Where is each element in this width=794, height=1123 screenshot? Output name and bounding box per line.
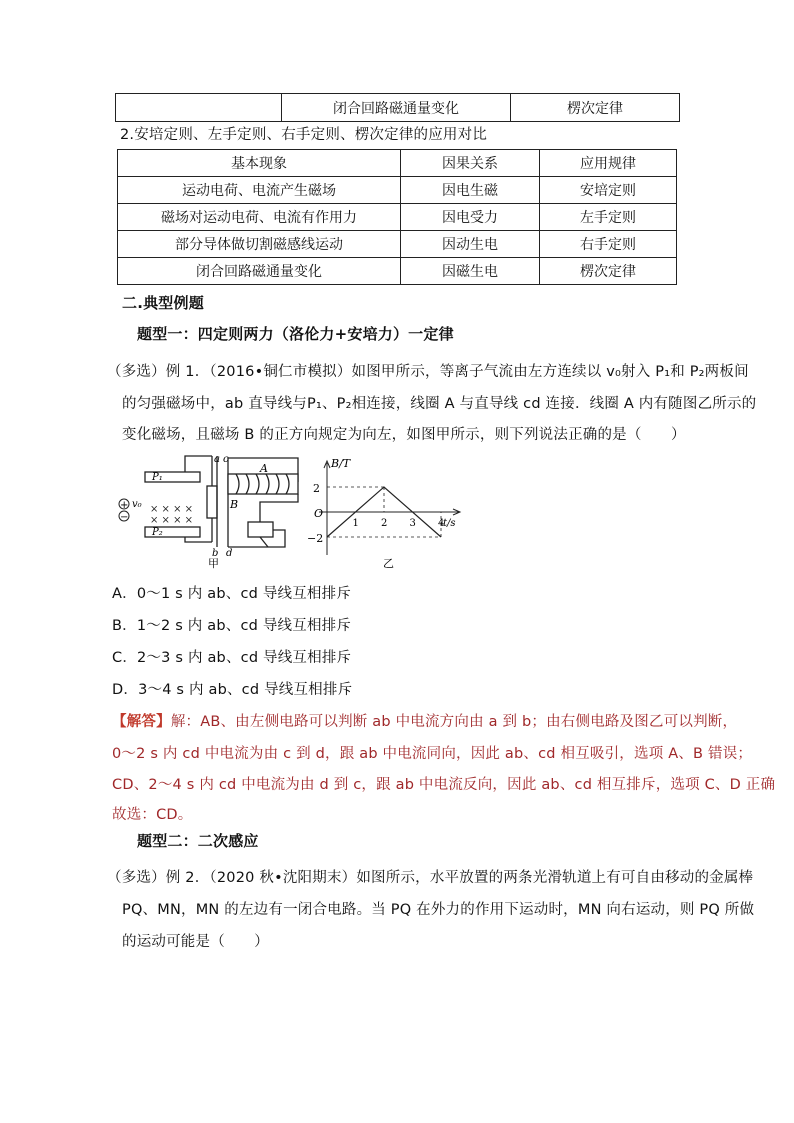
- table-cell: 运动电荷、电流产生磁场: [118, 177, 401, 204]
- top-table-cell: [116, 94, 282, 122]
- label-b-field: B: [230, 498, 239, 511]
- ex2-line: 的运动可能是（ ）: [122, 934, 269, 950]
- y-tick-label: 2: [313, 482, 320, 495]
- figure-yi-chart: [305, 455, 470, 570]
- label-d: d: [226, 548, 233, 559]
- answer-line: CD、2～4 s 内 cd 中电流为由 d 到 c，跟 ab 中电流反向，因此 ab、cd 相互排斥，选项 C、D 正确: [112, 777, 776, 793]
- table-cell: 左手定则: [540, 204, 677, 231]
- table-row: [118, 177, 677, 204]
- label-p1: P₁: [152, 472, 163, 483]
- x-tick-label: 3: [409, 518, 416, 529]
- ex1-line: 变化磁场，且磁场 B 的正方向规定为向左，如图甲所示，则下列说法正确的是（ ）: [122, 427, 686, 443]
- table-cell: 磁场对运动电荷、电流有作用力: [118, 204, 401, 231]
- answer-tag: 【解答】: [112, 714, 171, 730]
- section-note: 2.安培定则、左手定则、右手定则、楞次定律的应用对比: [120, 127, 488, 143]
- option-a[interactable]: A．0～1 s 内 ab、cd 导线互相排斥: [112, 586, 352, 602]
- table-cell: 因电受力: [401, 204, 540, 231]
- ex2-line: PQ、MN，MN 的左边有一闭合电路。当 PQ 在外力的作用下运动时，MN 向右运动，则 PQ 所做: [122, 902, 755, 918]
- option-d[interactable]: D．3～4 s 内 ab、cd 导线互相排斥: [112, 682, 353, 698]
- x-tick-label: 1: [352, 518, 359, 529]
- x-axis-label: t/s: [443, 518, 456, 529]
- table-header: 基本现象: [118, 150, 401, 177]
- y-tick-label: −2: [307, 532, 324, 545]
- minus-sign: −: [120, 512, 129, 523]
- svg-text:× × × ×: × × × ×: [150, 515, 194, 526]
- label-c: c: [223, 454, 229, 465]
- answer-line: [112, 710, 737, 731]
- svg-text:× × × ×: × × × ×: [150, 504, 194, 515]
- compare-table: [117, 149, 677, 285]
- table-header: 因果关系: [401, 150, 540, 177]
- label-coil-a: A: [260, 462, 268, 475]
- answer-line: 故选：CD。: [112, 807, 193, 823]
- option-b[interactable]: B．1～2 s 内 ab、cd 导线互相排斥: [112, 618, 352, 634]
- table-cell: 闭合回路磁通量变化: [118, 258, 401, 285]
- type1-title: 题型一：四定则两力（洛伦力+安培力）一定律: [137, 325, 454, 343]
- option-c[interactable]: C．2～3 s 内 ab、cd 导线互相排斥: [112, 650, 352, 666]
- table-cell: 因电生磁: [401, 177, 540, 204]
- figure-jia: [110, 452, 310, 572]
- x-tick-label: 2: [381, 518, 388, 529]
- label-v0: v₀: [132, 499, 142, 510]
- top-table-cell: 闭合回路磁通量变化: [282, 94, 511, 122]
- section-title: 二.典型例题: [122, 294, 204, 312]
- answer-text: 解：AB、由左侧电路可以判断 ab 中电流方向由 a 到 b；由右侧电路及图乙可以判断，: [170, 714, 738, 730]
- table-cell: 楞次定律: [540, 258, 677, 285]
- x-tick-label: 4: [438, 518, 445, 529]
- table-cell: 因磁生电: [401, 258, 540, 285]
- table-cell: 安培定则: [540, 177, 677, 204]
- type2-title: 题型二：二次感应: [137, 832, 259, 850]
- table-header-row: [118, 150, 677, 177]
- table-cell: 因动生电: [401, 231, 540, 258]
- table-cell: 部分导体做切割磁感线运动: [118, 231, 401, 258]
- ex1-line: 的匀强磁场中，ab 直导线与P₁、P₂相连接，线圈 A 与直导线 cd 连接．线圈 A 内有随图乙所示的: [122, 396, 757, 412]
- ex1-line: （多选）例 1．（2016•铜仁市模拟）如图甲所示，等离子气流由左方连续以 v₀射入 P₁和 P₂两板间: [107, 364, 749, 380]
- table-row: [118, 204, 677, 231]
- label-p2: P₂: [152, 527, 163, 538]
- top-table-cell: 楞次定律: [511, 94, 680, 122]
- top-table: [115, 93, 680, 122]
- table-cell: 右手定则: [540, 231, 677, 258]
- label-b: b: [212, 548, 219, 559]
- plus-sign: +: [120, 500, 129, 511]
- caption-jia: 甲: [208, 557, 219, 570]
- caption-yi: 乙: [383, 557, 394, 570]
- origin-label: O: [314, 507, 324, 520]
- table-row: [118, 258, 677, 285]
- table-header: 应用规律: [540, 150, 677, 177]
- table-row: [118, 231, 677, 258]
- y-axis-label: B/T: [331, 457, 351, 470]
- ex2-line: （多选）例 2．（2020 秋•沈阳期末）如图所示，水平放置的两条光滑轨道上有可自由移动的金属棒: [107, 870, 754, 886]
- answer-line: 0～2 s 内 cd 中电流为由 c 到 d，跟 ab 中电流同向，因此 ab、cd 相互吸引，选项 A、B 错误；: [112, 746, 753, 762]
- label-a: a: [214, 454, 220, 465]
